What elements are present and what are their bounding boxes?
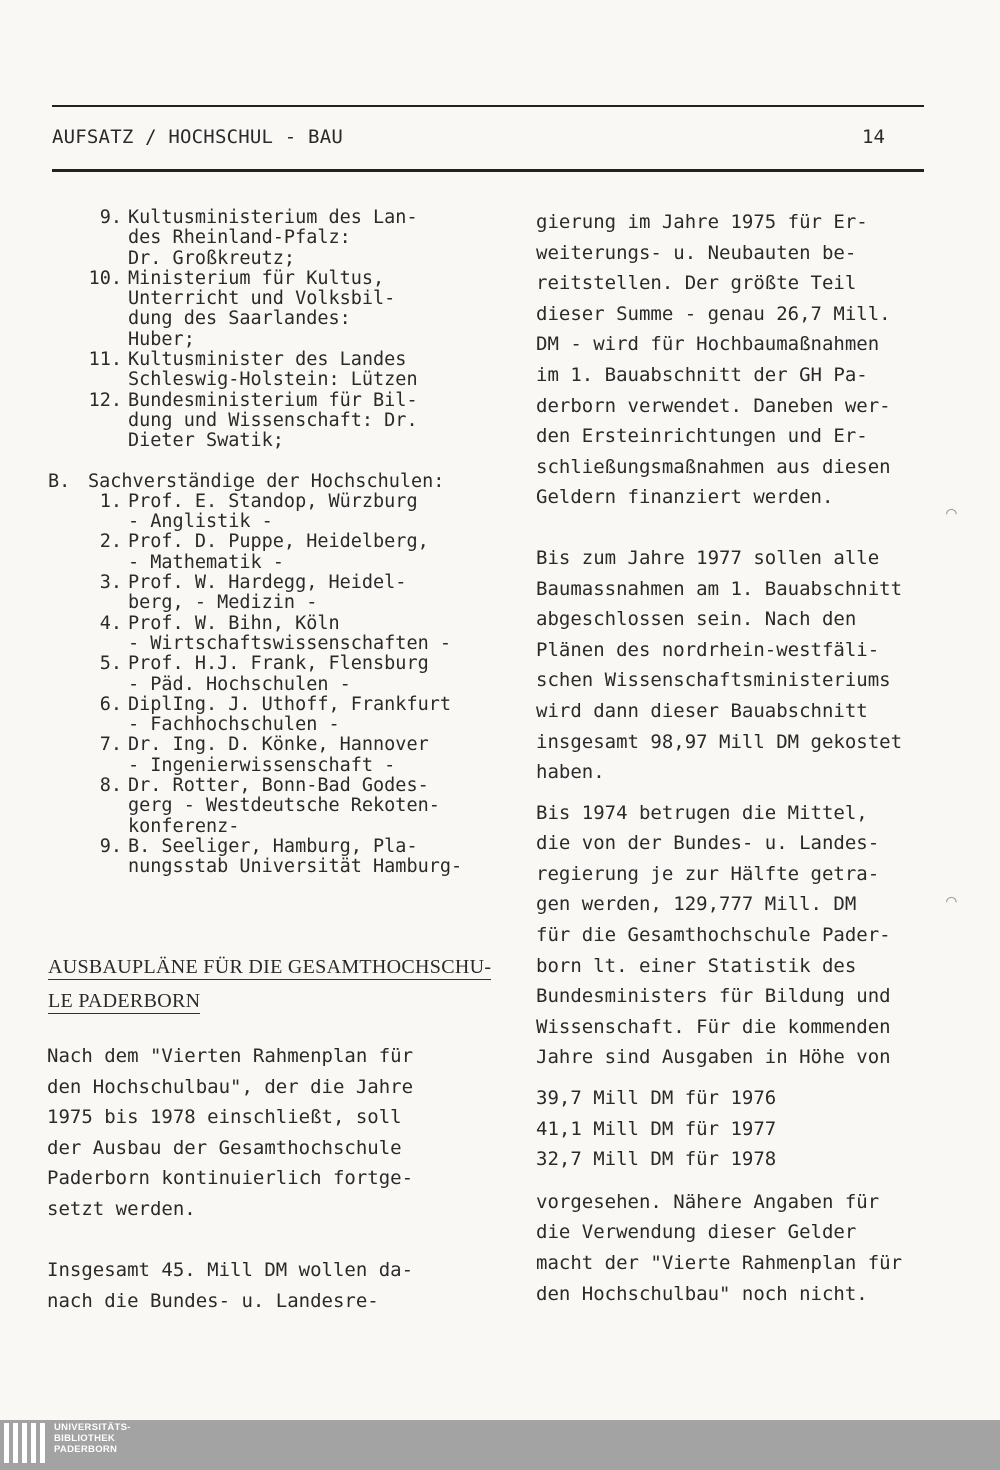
list-item xyxy=(48,654,508,695)
list-item-text xyxy=(128,492,508,533)
list-item-text xyxy=(128,208,508,269)
text-line: der Ausbau der Gesamthochschule xyxy=(47,1136,402,1159)
punch-hole-mark: ⌒ xyxy=(946,502,957,523)
text-line: Insgesamt 45. Mill DM wollen da- xyxy=(47,1259,414,1281)
list-item xyxy=(48,391,508,452)
text-line: schließungsmaßnahmen aus diesen xyxy=(536,455,891,478)
list-item-number: 8. xyxy=(99,775,122,797)
list-item-line: des Rheinland-Pfalz: xyxy=(128,227,351,249)
list-item-text xyxy=(128,735,508,776)
list-item-text xyxy=(128,269,508,350)
text-line: Plänen des nordrhein-westfäli- xyxy=(536,638,880,661)
list-item xyxy=(48,614,508,655)
left-paragraph-2 xyxy=(47,1255,497,1316)
list-item xyxy=(48,735,508,776)
list-item-number: 3. xyxy=(99,572,122,594)
text-line: Bundesministers für Bildung und xyxy=(536,985,891,1008)
text-line: im 1. Bauabschnitt der GH Pa- xyxy=(536,363,868,386)
list-item-number: 7. xyxy=(99,734,122,756)
list-item-line: - Wirtschaftswissenschaften - xyxy=(128,632,452,654)
text-line: regierung je zur Hälfte getra- xyxy=(536,862,880,885)
list-item xyxy=(48,776,508,837)
text-line: Geldern finanziert werden. xyxy=(536,486,834,509)
list-item xyxy=(48,208,508,269)
list-item-line: gerg - Westdeutsche Rekoten- xyxy=(128,795,440,817)
section-b-title: Sachverständige der Hochschulen: xyxy=(88,470,445,492)
list-item-text xyxy=(128,350,508,391)
text-line: macht der "Vierte Rahmenplan für xyxy=(536,1252,903,1274)
list-item-line: Prof. W. Bihn, Köln xyxy=(128,612,340,634)
list-item-line: Kultusminister des Landes xyxy=(128,349,407,371)
text-line: vorgesehen. Nähere Angaben für xyxy=(536,1190,880,1213)
list-item-line: Prof. E. Standop, Würzburg xyxy=(128,490,418,512)
list-item-line: - Ingenierwissenschaft - xyxy=(128,754,396,776)
text-line: die Verwendung dieser Gelder xyxy=(536,1221,857,1244)
text-line: nach die Bundes- u. Landesre- xyxy=(47,1289,379,1312)
library-name xyxy=(54,1422,131,1455)
list-item-text xyxy=(128,573,508,614)
text-line: setzt werden. xyxy=(47,1197,196,1220)
list-item-line: - Fachhochschulen - xyxy=(128,714,340,736)
library-name-line: BIBLIOTHEK xyxy=(54,1433,116,1444)
list-item-number: 12. xyxy=(88,389,122,411)
list-item-line: - Mathematik - xyxy=(128,551,284,573)
list-item xyxy=(48,269,508,350)
text-line: 1975 bis 1978 einschließt, soll xyxy=(47,1106,402,1129)
section-heading-line: AUSBAUPLÄNE FÜR DIE GESAMTHOCHSCHU- xyxy=(48,956,492,978)
closing-paragraph xyxy=(536,1187,976,1309)
list-item-line: - Anglistik - xyxy=(128,511,273,533)
list-item-number: 6. xyxy=(99,693,122,715)
member-list xyxy=(48,208,508,878)
list-item xyxy=(48,532,508,573)
list-item-line: Dr. Ing. D. Könke, Hannover xyxy=(128,734,429,756)
text-line: born lt. einer Statistik des xyxy=(536,954,857,977)
list-item-line: Schleswig-Holstein: Lützen xyxy=(128,369,418,391)
text-line: den Hochschulbau" noch nicht. xyxy=(536,1282,868,1305)
list-item-line: DiplIng. J. Uthoff, Frankfurt xyxy=(128,693,452,715)
list-item-number: 1. xyxy=(99,490,122,512)
library-logo-icon xyxy=(4,1423,46,1463)
list-item-text xyxy=(128,614,508,655)
text-line: den Hochschulbau", der die Jahre xyxy=(47,1075,414,1098)
list-item-text xyxy=(128,776,508,837)
list-item xyxy=(48,837,508,878)
text-line: Bis zum Jahre 1977 sollen alle xyxy=(536,546,880,569)
list-item-text xyxy=(128,695,508,736)
list-item-number: 2. xyxy=(99,531,122,553)
list-item-line: Bundesministerium für Bil- xyxy=(128,389,418,411)
list-item xyxy=(48,350,508,391)
text-line: reitstellen. Der größte Teil xyxy=(536,272,857,295)
list-item-line: B. Seeliger, Hamburg, Pla- xyxy=(128,835,418,857)
text-line: Jahre sind Ausgaben in Höhe von xyxy=(536,1046,891,1069)
list-item xyxy=(48,573,508,614)
list-item-text xyxy=(128,654,508,695)
amount-line: 39,7 Mill DM für 1976 xyxy=(536,1087,777,1110)
header-rule-top xyxy=(52,105,924,107)
text-line: Baumassnahmen am 1. Bauabschnitt xyxy=(536,577,903,600)
text-line: gierung im Jahre 1975 für Er- xyxy=(536,211,868,233)
list-item-number: 11. xyxy=(88,349,122,371)
list-item-line: Unterricht und Volksbil- xyxy=(128,288,396,310)
list-item-line: Dr. Großkreutz; xyxy=(128,247,296,269)
list-item-line: Prof. D. Puppe, Heidelberg, xyxy=(128,531,429,553)
running-header-title: AUFSATZ / HOCHSCHUL - BAU xyxy=(52,126,343,148)
right-paragraph-3 xyxy=(536,798,976,1073)
list-item-line: Dr. Rotter, Bonn-Bad Godes- xyxy=(128,775,429,797)
library-name-line: PADERBORN xyxy=(54,1444,118,1455)
text-line: Nach dem "Vierten Rahmenplan für xyxy=(47,1045,414,1067)
punch-hole-mark: ⌒ xyxy=(946,890,957,911)
list-item-line: Huber; xyxy=(128,328,195,350)
list-item xyxy=(48,695,508,736)
list-item-line: nungsstab Universität Hamburg- xyxy=(128,856,463,878)
list-item-number: 9. xyxy=(99,207,122,228)
list-item-text xyxy=(128,391,508,452)
text-line: dieser Summe - genau 26,7 Mill. xyxy=(536,302,891,325)
list-item xyxy=(48,492,508,533)
amounts-list xyxy=(536,1083,976,1175)
amount-line: 32,7 Mill DM für 1978 xyxy=(536,1148,777,1171)
section-heading xyxy=(48,952,498,1020)
amount-line: 41,1 Mill DM für 1977 xyxy=(536,1117,777,1140)
section-b-label xyxy=(48,472,508,492)
text-line: DM - wird für Hochbaumaßnahmen xyxy=(536,333,880,356)
text-line: weiterungs- u. Neubauten be- xyxy=(536,241,857,264)
list-item-line: konferenz- xyxy=(128,815,240,837)
left-paragraph-1 xyxy=(47,1041,497,1225)
library-footer-bar xyxy=(0,1420,1000,1470)
list-item-number: 4. xyxy=(99,612,122,634)
text-line: insgesamt 98,97 Mill DM gekostet xyxy=(536,730,903,753)
list-item-line: - Päd. Hochschulen - xyxy=(128,673,351,695)
text-line: Bis 1974 betrugen die Mittel, xyxy=(536,801,868,824)
right-column xyxy=(536,207,976,1309)
text-line: Paderborn kontinuierlich fortge- xyxy=(47,1167,414,1190)
list-item-line: Prof. W. Hardegg, Heidel- xyxy=(128,572,407,594)
text-line: wird dann dieser Bauabschnitt xyxy=(536,699,868,722)
list-item-line: Ministerium für Kultus, xyxy=(128,267,385,289)
right-paragraph-1 xyxy=(536,207,976,513)
text-line: gen werden, 129,777 Mill. DM xyxy=(536,893,857,916)
text-line: den Ersteinrichtungen und Er- xyxy=(536,425,868,448)
list-item-line: berg, - Medizin - xyxy=(128,592,318,614)
list-item-line: Dieter Swatik; xyxy=(128,430,284,452)
section-heading-line: LE PADERBORN xyxy=(48,990,201,1012)
list-item-text xyxy=(128,837,508,878)
section-b-marker: B. xyxy=(48,470,71,492)
list-item-number: 5. xyxy=(99,653,122,675)
list-item-line: dung und Wissenschaft: Dr. xyxy=(128,409,418,431)
text-line: die von der Bundes- u. Landes- xyxy=(536,832,880,855)
expert-list xyxy=(48,492,508,878)
list-item-line: dung des Saarlandes: xyxy=(128,308,351,330)
right-paragraph-2 xyxy=(536,543,976,788)
text-line: haben. xyxy=(536,761,605,784)
header-rule-bottom xyxy=(52,169,924,172)
list-item-number: 10. xyxy=(88,267,122,289)
library-name-line: UNIVERSITÄTS- xyxy=(54,1422,131,1433)
text-line: abgeschlossen sein. Nach den xyxy=(536,608,857,631)
list-item-number: 9. xyxy=(99,835,122,857)
ministry-list xyxy=(48,208,508,452)
page-number: 14 xyxy=(862,126,885,148)
list-item-text xyxy=(128,532,508,573)
list-item-line: Prof. H.J. Frank, Flensburg xyxy=(128,653,429,675)
list-item-line: Kultusministerium des Lan- xyxy=(128,207,418,228)
text-line: schen Wissenschaftsministeriums xyxy=(536,669,891,692)
text-line: derborn verwendet. Daneben wer- xyxy=(536,394,891,417)
text-line: für die Gesamthochschule Pader- xyxy=(536,924,891,947)
text-line: Wissenschaft. Für die kommenden xyxy=(536,1015,891,1038)
